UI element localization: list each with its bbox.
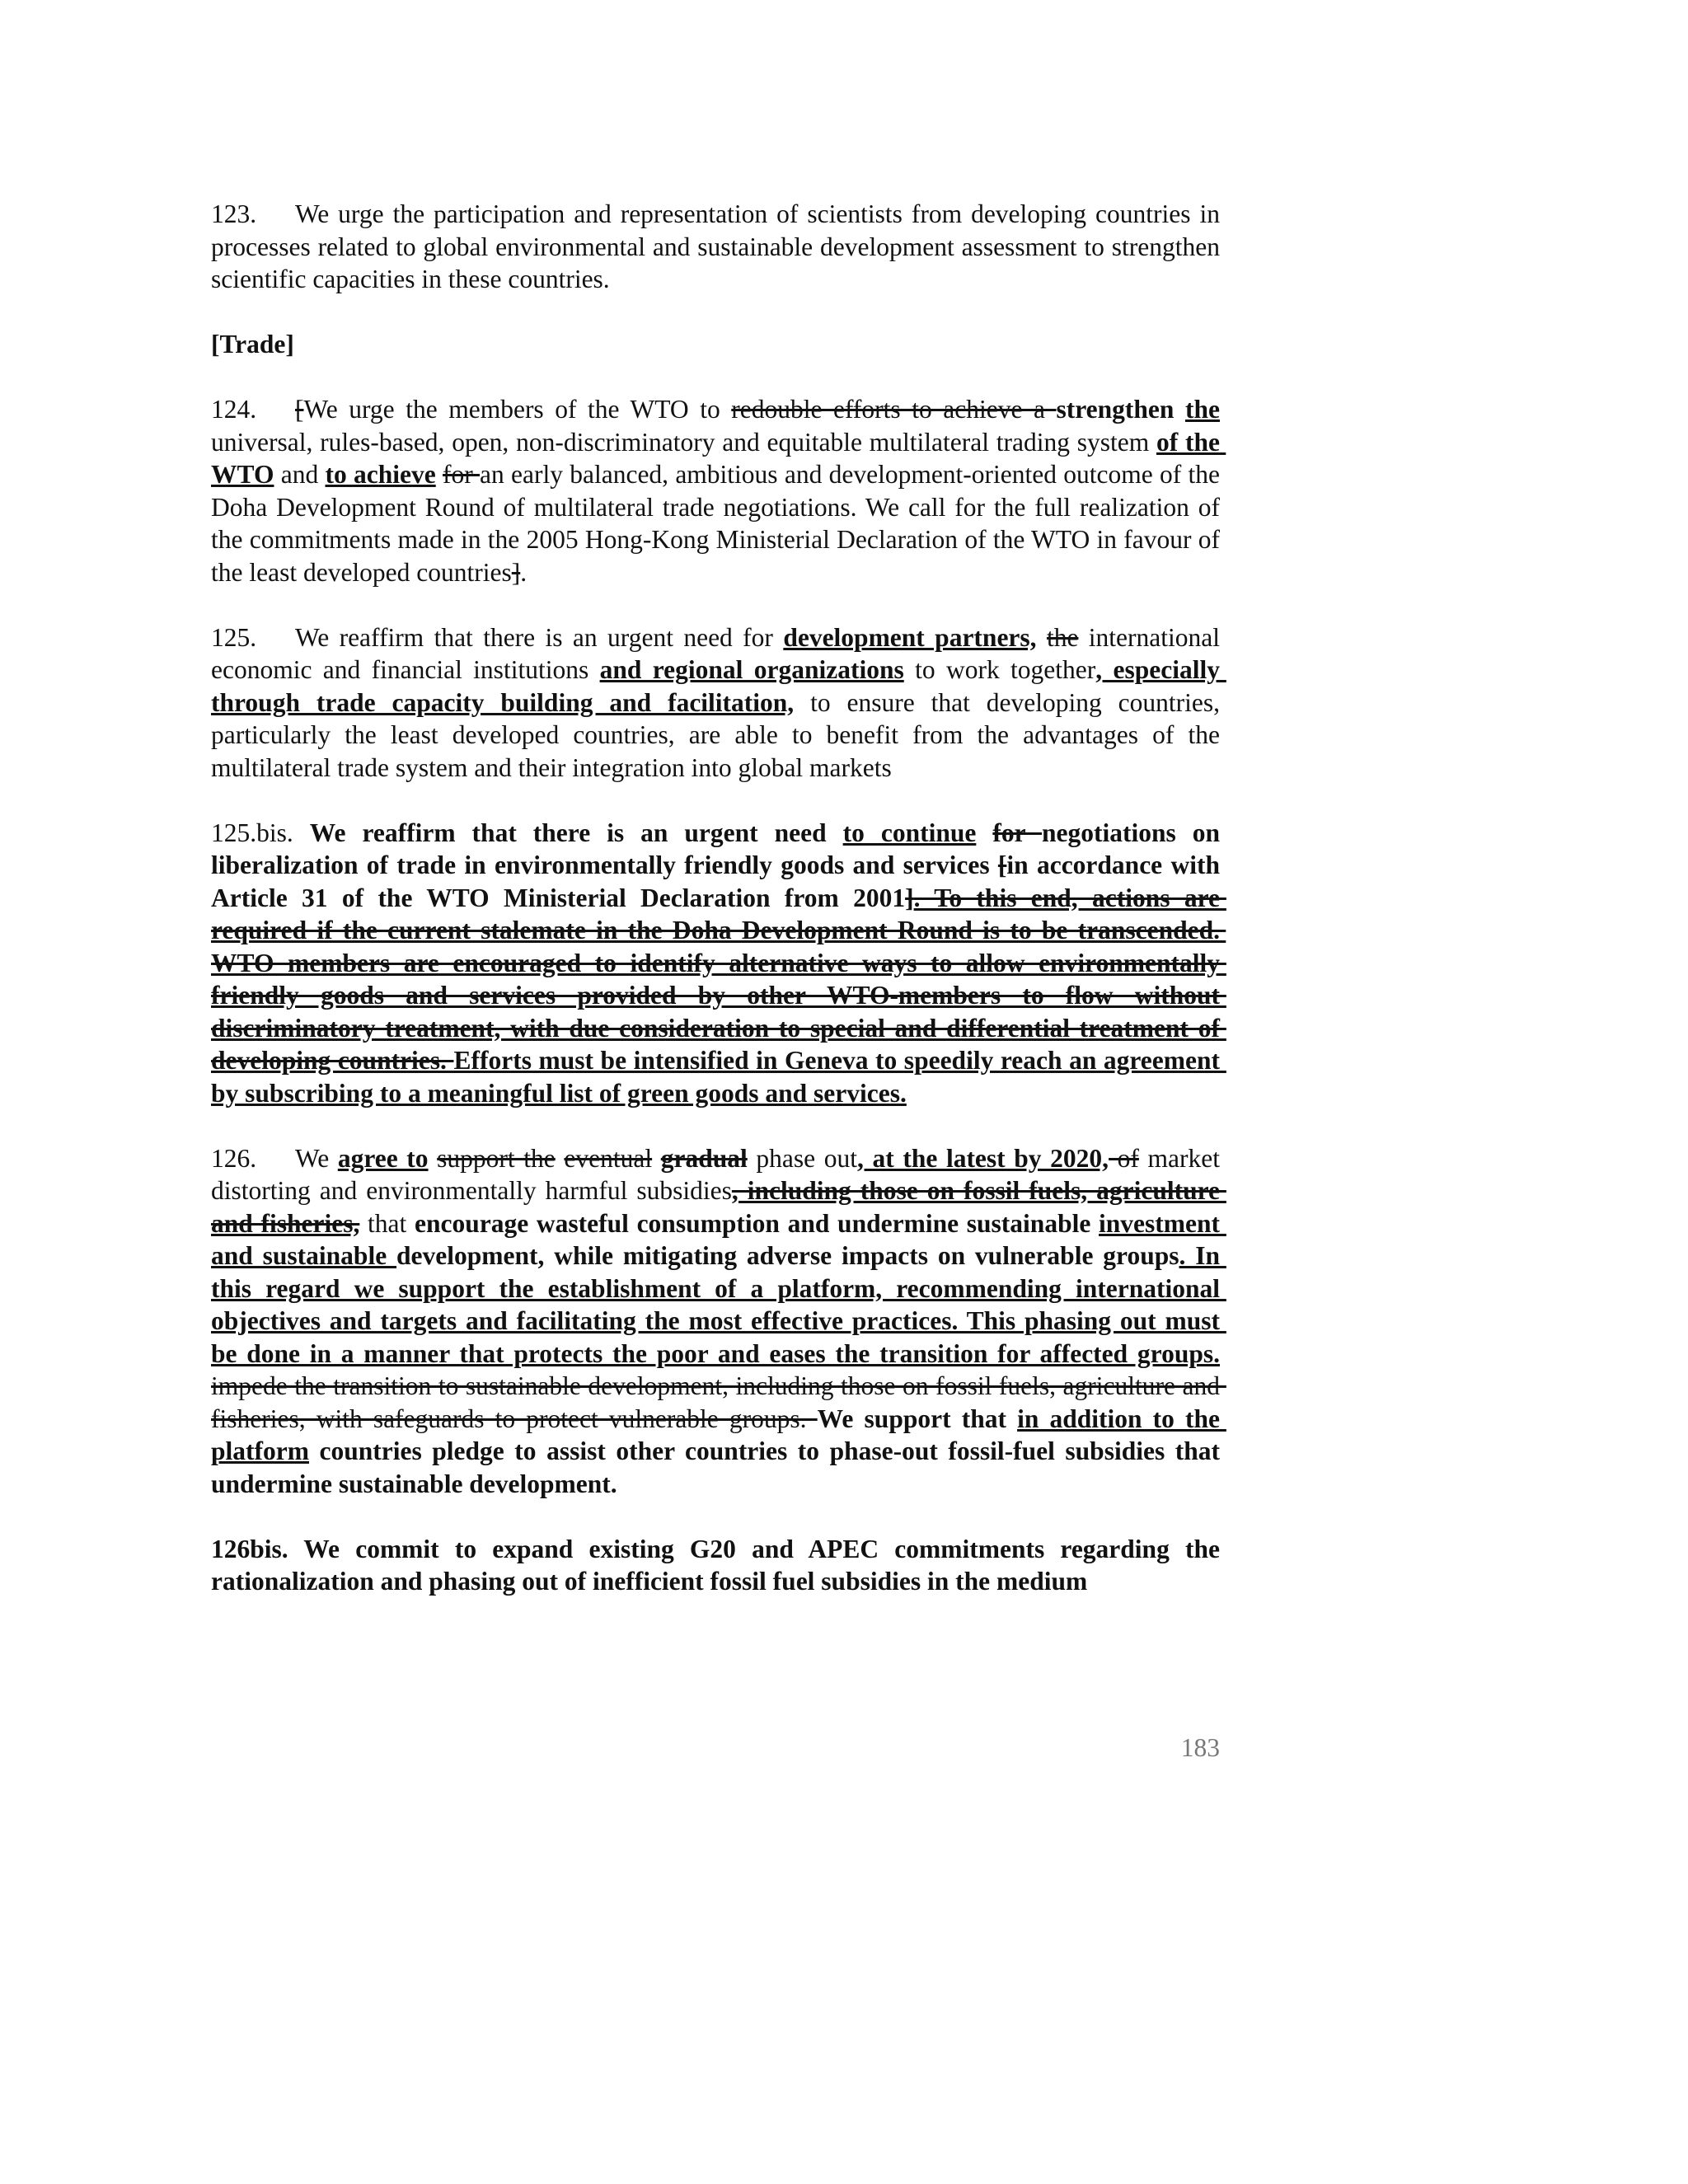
paragraph: [211, 621, 1226, 785]
paragraph-number: 125.: [211, 622, 257, 652]
paragraph-text: market distorting and environmentally harmful subsidies: [211, 1143, 1226, 1205]
deleted-text: for: [992, 818, 1042, 847]
inserted-text: Efforts must be intensified in Geneva to speedily reach an agreement by subscribing to a meaningful list of green goods and services.: [211, 1046, 1226, 1108]
deleted-text: redouble efforts to achieve a: [731, 395, 1057, 424]
paragraph: [211, 817, 1226, 1110]
paragraph-number: 125.bis.: [211, 818, 310, 847]
paragraph-text: [1220, 1339, 1226, 1368]
deleted-text: the: [1046, 622, 1079, 652]
inserted-text: agree to: [337, 1143, 429, 1173]
deleted-text: , including those on fossil fuels, agriculture and fisheries,: [211, 1176, 1226, 1238]
inserted-text: development partners,: [783, 622, 1037, 652]
paragraph-text: countries pledge to assist other countries to phase-out fossil-fuel subsidies that undermine sustainable development.: [211, 1436, 1226, 1498]
inserted-text: . In this regard we support the establishment of a platform, recommending international objectives and targets and facilitating the most effective practices. This phasing out must be done in a manner that protects the poor and eases the transition for affected groups.: [211, 1241, 1226, 1368]
paragraph: [211, 1142, 1226, 1501]
inserted-text: of the WTO: [211, 427, 1226, 489]
paragraph-text: phase out: [747, 1143, 857, 1173]
paragraph-text: We reaffirm that there is an urgent need: [309, 818, 843, 847]
paragraph-text: encourage wasteful consumption and undermine sustainable: [414, 1208, 1100, 1238]
deleted-text: [: [295, 395, 304, 424]
inserted-text: investment and sustainable: [211, 1208, 1226, 1270]
deleted-text: . To this end, actions are required if the current stalemate in the Doha Development Round is to be transcended. WTO members are encouraged to identify alternative ways to allow environmentally friendly goods and services provided by other WTO-members to flow without discriminatory treatment, with due consideration to special and differential treatment of developing countries.: [211, 883, 1226, 1075]
paragraph: [211, 198, 1226, 296]
document-body: [211, 198, 1226, 1630]
inserted-text: to achieve: [325, 460, 436, 489]
deleted-text: ]: [511, 557, 521, 587]
paragraph-text: that: [359, 1208, 415, 1238]
inserted-text: in addition to the platform: [211, 1404, 1226, 1465]
paragraph-text: in accordance with Article 31 of the WTO Ministerial Declaration from 2001: [211, 851, 1226, 912]
deleted-text: ]: [905, 883, 914, 912]
paragraph-text: to work together: [903, 655, 1096, 684]
paragraph-text: universal, rules-based, open, non-discriminatory and equitable multilateral trading system: [211, 395, 1226, 457]
paragraph: [211, 1533, 1226, 1598]
deleted-text: of: [1109, 1143, 1139, 1173]
paragraph-text: We support that: [817, 1404, 1018, 1433]
paragraph: [211, 393, 1226, 588]
section-heading: [Trade]: [211, 330, 294, 359]
inserted-text: to continue: [842, 818, 977, 847]
paragraph-number: 124.: [211, 395, 257, 424]
paragraph-text: strengthen: [1056, 395, 1185, 424]
paragraph-number: 123.: [211, 199, 257, 228]
paragraph-number: 126bis.: [211, 1534, 304, 1563]
paragraph-text: We commit to expand existing G20 and APEC commitments regarding the rationalization and phasing out of inefficient fossil fuel subsidies in the medium: [211, 1534, 1226, 1596]
paragraph-text: and: [274, 460, 326, 489]
paragraph-text: [976, 818, 992, 847]
deleted-text: eventual: [564, 1143, 653, 1173]
inserted-text: the: [1185, 395, 1220, 424]
paragraph-text: [652, 1144, 661, 1173]
paragraph-text: [556, 1144, 565, 1173]
paragraph-number: 126.: [211, 1143, 257, 1173]
paragraph-text: [436, 460, 443, 489]
paragraph-text: We: [295, 1143, 338, 1173]
paragraph-text: We urge the members of the WTO to: [303, 395, 732, 424]
paragraph-text: an early balanced, ambitious and development-oriented outcome of the Doha Development Round of multilateral trade negotiations. We call for the full realization of the commitments made in the 2005 Hong-Kong Ministerial Declaration of the WTO in favour of the least developed countries: [211, 460, 1226, 587]
paragraph-text: to ensure that developing countries, particularly the least developed countries, are able to benefit from the advantages of the multilateral trade system and their integration into global markets: [211, 687, 1226, 782]
deleted-text: impede the transition to sustainable development, including those on fossil fuels, agriculture and fisheries, with safeguards to protect vulnerable groups.: [211, 1371, 1226, 1433]
deleted-text: [: [997, 851, 1007, 879]
paragraph-text: international economic and financial institutions: [211, 622, 1226, 684]
inserted-text: and regional organizations: [599, 655, 904, 684]
paragraph-text: [429, 1144, 438, 1173]
deleted-text: support the: [437, 1143, 556, 1173]
inserted-text: , at the latest by 2020,: [856, 1143, 1109, 1173]
deleted-text: gradual: [660, 1143, 748, 1173]
inserted-text: , especially through trade capacity building and facilitation,: [211, 655, 1226, 717]
deleted-text: for: [443, 460, 481, 489]
paragraph-text: [1037, 623, 1047, 652]
paragraph-text: .: [520, 557, 528, 587]
paragraph-text: negotiations on liberalization of trade in environmentally friendly goods and services: [211, 818, 1226, 879]
paragraph-text: We urge the participation and representation of scientists from developing countries in processes related to global environmental and sustainable development assessment to strengthen scientific capacities in these countries.: [211, 199, 1226, 293]
paragraph-text: We reaffirm that there is an urgent need for: [295, 622, 784, 652]
paragraph-text: development, while mitigating adverse impacts on vulnerable groups: [396, 1241, 1179, 1270]
page-number: 183: [1180, 1733, 1220, 1762]
